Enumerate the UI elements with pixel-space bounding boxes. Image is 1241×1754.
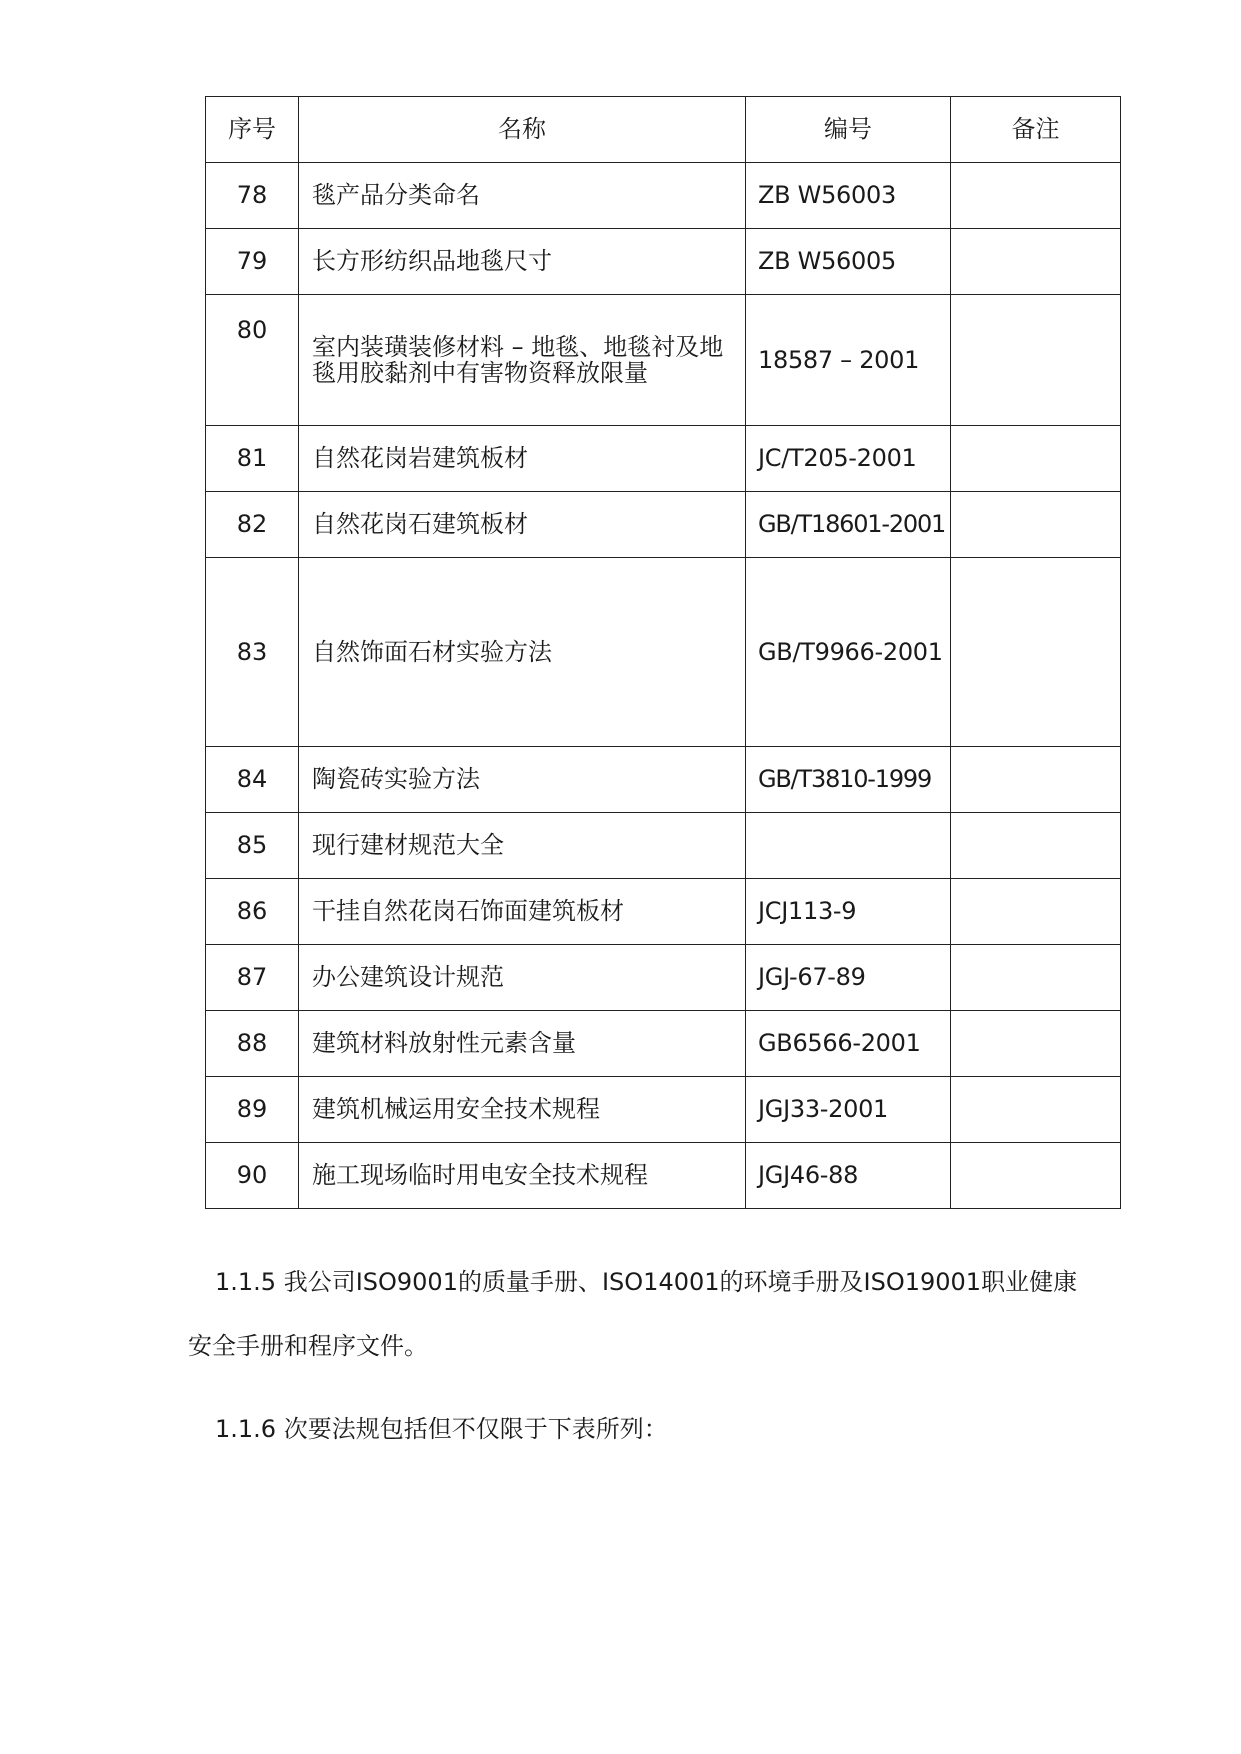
table-row [206, 229, 1121, 295]
row-name: 干挂自然花岗石饰面建筑板材 [299, 879, 746, 945]
paragraph-1-1-6: 1.1.6 次要法规包括但不仅限于下表所列： [215, 1415, 668, 1443]
row-note [951, 747, 1121, 813]
row-note [951, 492, 1121, 558]
row-code: JGJ33-2001 [746, 1077, 951, 1143]
header-code: 编号 [746, 97, 951, 163]
table-row [206, 163, 1121, 229]
row-index: 82 [206, 492, 299, 558]
row-index: 84 [206, 747, 299, 813]
standards-table [205, 96, 1121, 1209]
row-code: GB/T3810-1999 [746, 747, 951, 813]
row-index: 80 [206, 295, 299, 426]
header-note: 备注 [951, 97, 1121, 163]
row-note [951, 1143, 1121, 1209]
row-name: 自然花岗石建筑板材 [299, 492, 746, 558]
row-note [951, 426, 1121, 492]
table-row [206, 879, 1121, 945]
row-code: 18587 – 2001 [746, 295, 951, 426]
table-row [206, 813, 1121, 879]
row-index: 87 [206, 945, 299, 1011]
row-note [951, 813, 1121, 879]
row-index: 85 [206, 813, 299, 879]
table-row [206, 558, 1121, 747]
paragraph-1-1-5: 1.1.5 我公司ISO9001的质量手册、ISO14001的环境手册及ISO19001职业健康安全手册和程序文件。 [188, 1268, 1078, 1360]
row-code: JCJ113-9 [746, 879, 951, 945]
table-row [206, 1077, 1121, 1143]
row-name: 办公建筑设计规范 [299, 945, 746, 1011]
row-name: 建筑材料放射性元素含量 [299, 1011, 746, 1077]
row-note [951, 879, 1121, 945]
row-index: 88 [206, 1011, 299, 1077]
row-code: JGJ46-88 [746, 1143, 951, 1209]
table-row [206, 295, 1121, 426]
row-code: ZB W56005 [746, 229, 951, 295]
row-code: ZB W56003 [746, 163, 951, 229]
table-row [206, 426, 1121, 492]
row-note [951, 558, 1121, 747]
row-index: 83 [206, 558, 299, 747]
row-code: JC/T205-2001 [746, 426, 951, 492]
row-index: 86 [206, 879, 299, 945]
row-index: 79 [206, 229, 299, 295]
row-note [951, 229, 1121, 295]
header-index: 序号 [206, 97, 299, 163]
row-name: 陶瓷砖实验方法 [299, 747, 746, 813]
row-name: 自然花岗岩建筑板材 [299, 426, 746, 492]
row-name: 长方形纺织品地毯尺寸 [299, 229, 746, 295]
row-code: GB/T9966-2001 [746, 558, 951, 747]
table-header-row [206, 97, 1121, 163]
row-name: 自然饰面石材实验方法 [299, 558, 746, 747]
row-index: 89 [206, 1077, 299, 1143]
row-index: 78 [206, 163, 299, 229]
row-code: GB6566-2001 [746, 1011, 951, 1077]
row-note [951, 945, 1121, 1011]
row-index: 90 [206, 1143, 299, 1209]
row-note [951, 163, 1121, 229]
row-index: 81 [206, 426, 299, 492]
row-note [951, 1077, 1121, 1143]
table-row [206, 492, 1121, 558]
table-row [206, 747, 1121, 813]
row-name: 毯产品分类命名 [299, 163, 746, 229]
row-name: 施工现场临时用电安全技术规程 [299, 1143, 746, 1209]
table-row [206, 945, 1121, 1011]
row-code: JGJ-67-89 [746, 945, 951, 1011]
table-row [206, 1143, 1121, 1209]
row-code [746, 813, 951, 879]
row-note [951, 1011, 1121, 1077]
row-code: GB/T18601-2001 [746, 492, 951, 558]
row-name: 建筑机械运用安全技术规程 [299, 1077, 746, 1143]
row-name: 室内装璜装修材料 – 地毯、地毯衬及地毯用胶黏剂中有害物资释放限量 [299, 295, 746, 426]
table-row [206, 1011, 1121, 1077]
row-note [951, 295, 1121, 426]
header-name: 名称 [299, 97, 746, 163]
row-name: 现行建材规范大全 [299, 813, 746, 879]
